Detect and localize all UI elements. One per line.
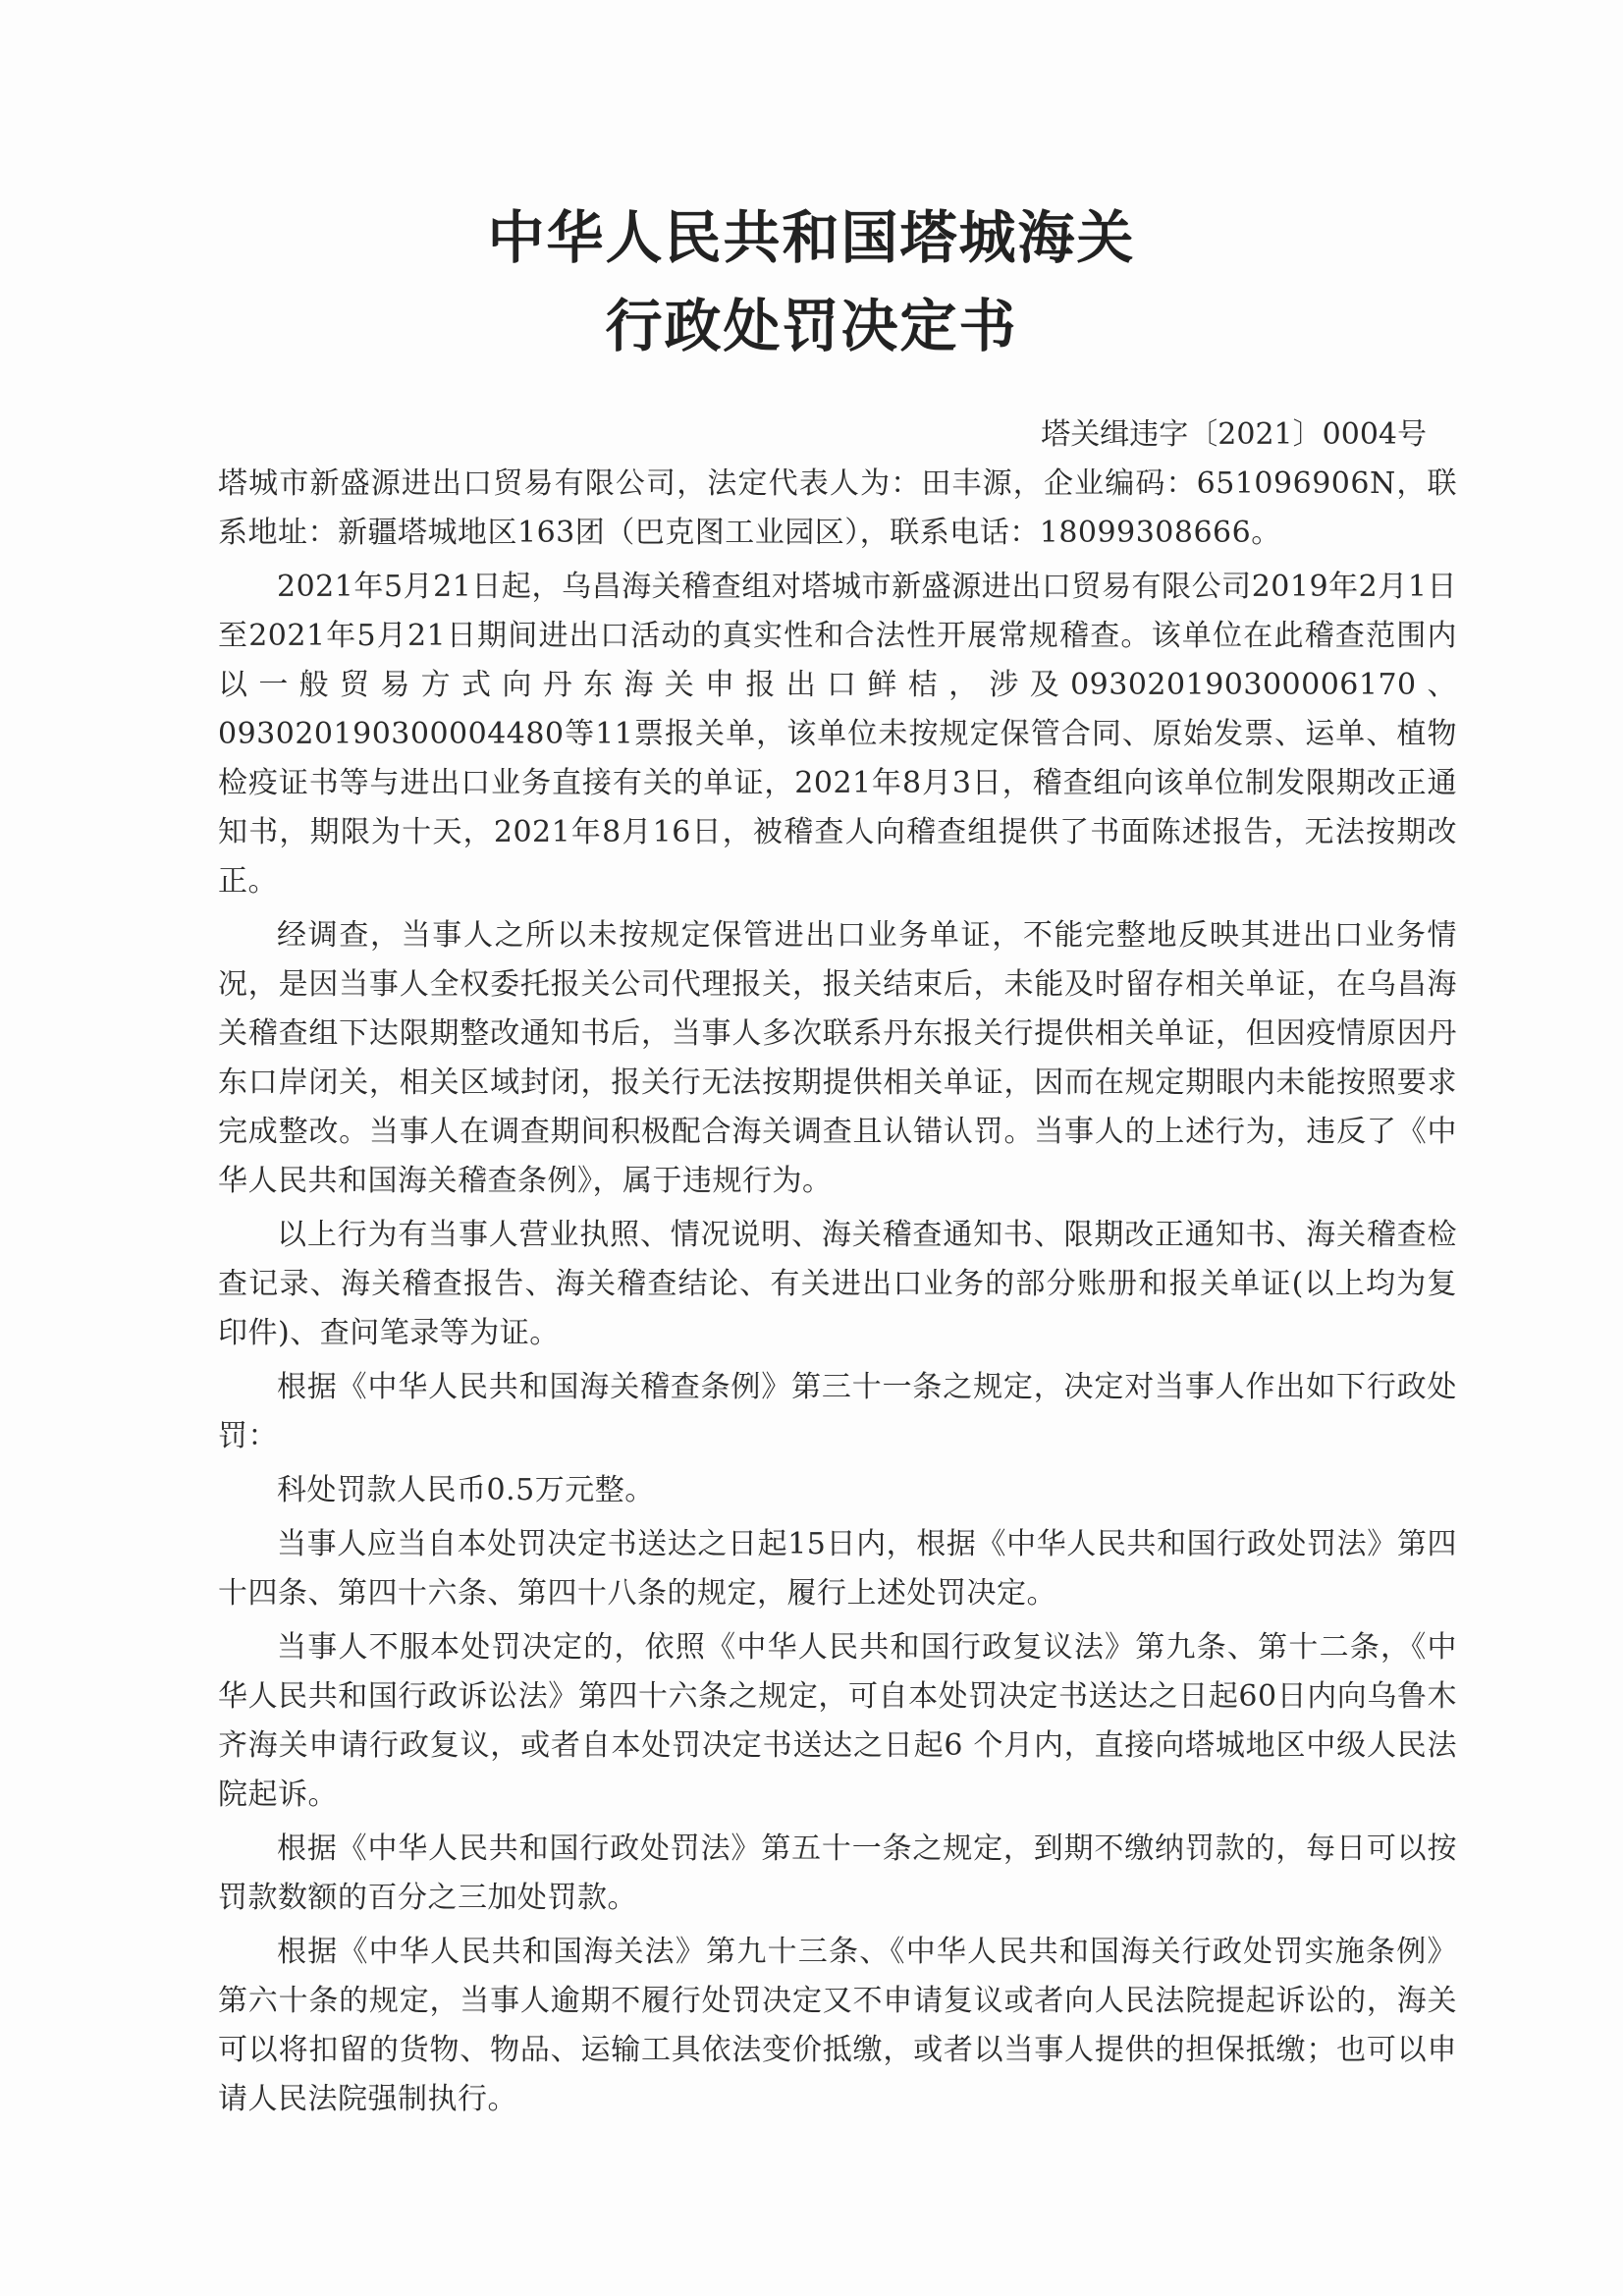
document-title-line2: 行政处罚决定书 [605,293,1018,359]
party-info-paragraph: 塔城市新盛源进出口贸易有限公司，法定代表人为：田丰源，企业编码：651096906N，联系地址：新疆塔城地区163团（巴克图工业园区），联系电话：18099308666。 [218,466,1457,550]
document-title-line1: 中华人民共和国塔城海关 [487,204,1136,271]
evidence-paragraph: 以上行为有当事人营业执照、情况说明、海关稽查通知书、限期改正通知书、海关稽查检查记录、海关稽查报告、海关稽查结论、有关进出口业务的部分账册和报关单证(以上均为复印件)、查问笔录等为证。 [218,1218,1457,1350]
legal-basis-paragraph: 根据《中华人民共和国海关稽查条例》第三十一条之规定，决定对当事人作出如下行政处罚： [218,1370,1457,1453]
penalty-paragraph: 科处罚款人民币0.5万元整。 [277,1473,655,1507]
audit-background-paragraph: 2021年5月21日起，乌昌海关稽查组对塔城市新盛源进出口贸易有限公司2019年2月1日至2021年5月21日期间进出口活动的真实性和合法性开展常规稽查。该单位在此稽查范围内以一般贸易方式向丹东海关申报出口鲜桔，涉及093020190300006170、093020190300004480等11票报关单，该单位未按规定保管合同、原始发票、运单、植物检疫证书等与进出口业务直接有关的单证，2021年8月3日，稽查组向该单位制发限期改正通知书，期限为十天，2021年8月16日，被稽查人向稽查组提供了书面陈述报告，无法按期改正。 [218,570,1457,899]
investigation-findings-paragraph: 经调查，当事人之所以未按规定保管进出口业务单证，不能完整地反映其进出口业务情况，是因当事人全权委托报关公司代理报关，报关结束后，未能及时留存相关单证，在乌昌海关稽查组下达限期整改通知书后，当事人多次联系丹东报关行提供相关单证，但因疫情原因丹东口岸闭关，相关区域封闭，报关行无法按期提供相关单证，因而在规定期眼内未能按照要求完成整改。当事人在调查期间积极配合海关调查且认错认罚。当事人的上述行为，违反了《中华人民共和国海关稽查条例》，属于违规行为。 [218,918,1457,1198]
payment-deadline-paragraph: 当事人应当自本处罚决定书送达之日起15日内，根据《中华人民共和国行政处罚法》第四十四条、第四十六条、第四十八条的规定，履行上述处罚决定。 [218,1527,1457,1611]
late-fee-paragraph: 根据《中华人民共和国行政处罚法》第五十一条之规定，到期不缴纳罚款的，每日可以按罚款数额的百分之三加处罚款。 [218,1831,1457,1915]
enforcement-paragraph: 根据《中华人民共和国海关法》第九十三条、《中华人民共和国海关行政处罚实施条例》第六十条的规定，当事人逾期不履行处罚决定又不申请复议或者向人民法院提起诉讼的，海关可以将扣留的货物、物品、运输工具依法变价抵缴，或者以当事人提供的担保抵缴；也可以申请人民法院强制执行。 [218,1935,1457,2116]
appeal-rights-paragraph: 当事人不服本处罚决定的，依照《中华人民共和国行政复议法》第九条、第十二条，《中华人民共和国行政诉讼法》第四十六条之规定，可自本处罚决定书送达之日起60日内向乌鲁木齐海关申请行政复议，或者自本处罚决定书送达之日起6 个月内，直接向塔城地区中级人民法院起诉。 [218,1630,1457,1812]
document-body [218,460,1457,2124]
document-number: 塔关缉违字〔2021〕0004号 [1041,417,1427,452]
